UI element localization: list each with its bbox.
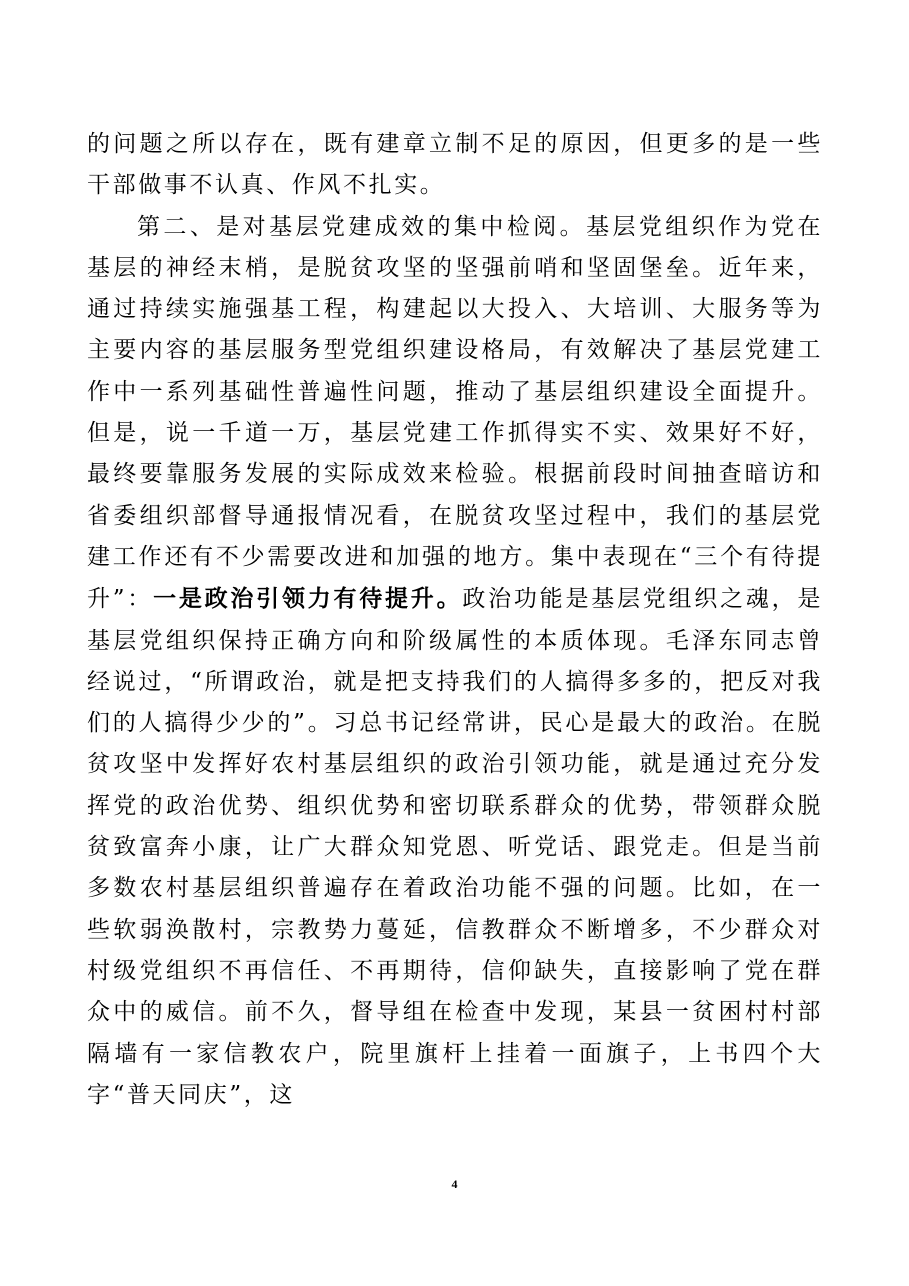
paragraph-text: 的问题之所以存在，既有建章立制不足的原因，但更多的是一些干部做事不认真、作风不扎实。 <box>87 131 823 199</box>
page-number: 4 <box>451 1177 458 1191</box>
bold-heading-political-leadership: 一是政治引领力有待提升。 <box>153 585 463 613</box>
paragraph-continuation <box>87 124 823 207</box>
body-text <box>87 124 823 1116</box>
paragraph-second-point <box>87 207 823 1117</box>
paragraph-text: 政治功能是基层党组织之魂，是基层党组织保持正确方向和阶级属性的本质体现。毛泽东同志曾经说过，“所谓政治，就是把支持我们的人搞得多多的，把反对我们的人搞得少少的”。习总书记经常讲，民心是最大的政治。在脱贫攻坚中发挥好农村基层组织的政治引领功能，就是通过充分发挥党的政治优势、组织优势和密切联系群众的优势，带领群众脱贫致富奔小康，让广大群众知党恩、听党话、跟党走。但是当前多数农村基层组织普遍存在着政治功能不强的问题。比如，在一些软弱涣散村，宗教势力蔓延，信教群众不断增多，不少群众对村级党组织不再信任、不再期待，信仰缺失，直接影响了党在群众中的威信。前不久，督导组在检查中发现，某县一贫困村村部隔墙有一家信教农户，院里旗杆上挂着一面旗子，上书四个大字“普天同庆”，这 <box>87 586 824 1108</box>
paragraph-text: 第二、是对基层党建成效的集中检阅。基层党组织作为党在基层的神经末梢，是脱贫攻坚的坚强前哨和坚固堡垒。近年来，通过持续实施强基工程，构建起以大投入、大培训、大服务等为主要内容的基层服务型党组织建设格局，有效解决了基层党建工作中一系列基础性普遍性问题，推动了基层组织建设全面提升。但是，说一千道一万，基层党建工作抓得实不实、效果好不好，最终要靠服务发展的实际成效来检验。根据前段时间抽查暗访和省委组织部督导通报情况看，在脱贫攻坚过程中，我们的基层党建工作还有不少需要改进和加强的地方。集中表现在“三个有待提升”： <box>87 213 823 613</box>
